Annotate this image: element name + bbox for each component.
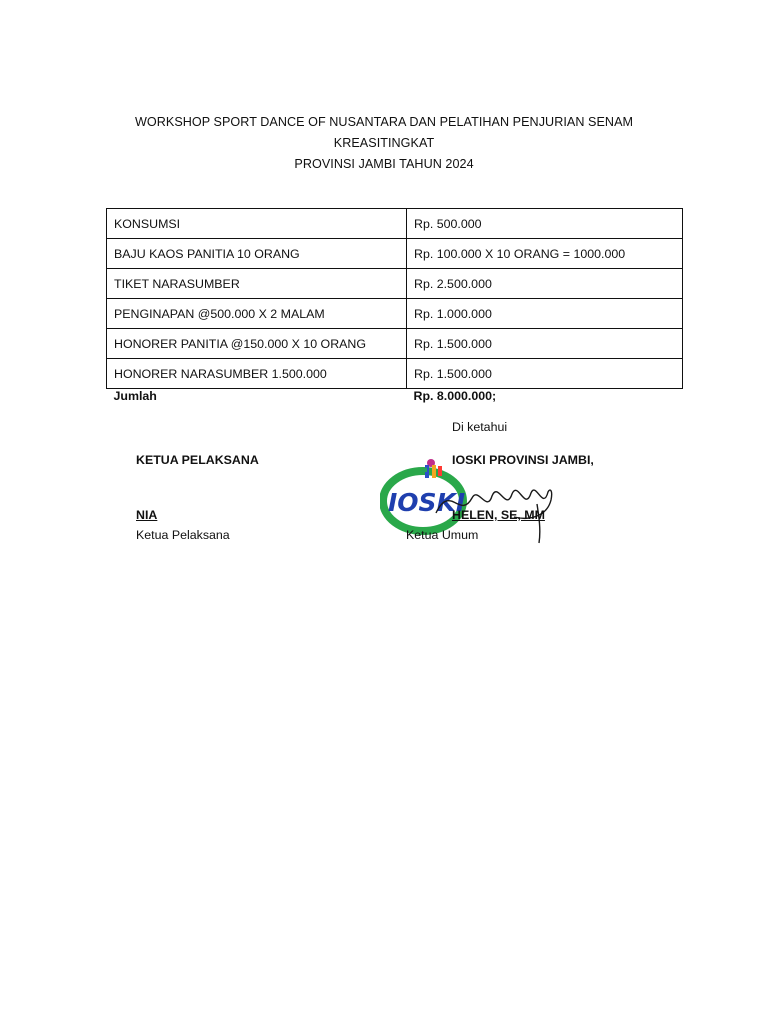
right-signer-organization: IOSKI PROVINSI JAMBI, bbox=[452, 453, 594, 467]
left-signer-id: NIA bbox=[136, 508, 158, 522]
budget-amount-cell: Rp. 1.500.000 bbox=[407, 329, 683, 359]
title-line-1: WORKSHOP SPORT DANCE OF NUSANTARA DAN PELATIHAN PENJURIAN SENAM KREASITINGKAT bbox=[134, 115, 634, 150]
table-row bbox=[107, 299, 683, 329]
logo-text: IOSKI bbox=[388, 488, 466, 517]
budget-amount-cell: Rp. 1.500.000 bbox=[407, 359, 683, 389]
total-row bbox=[107, 389, 683, 408]
budget-amount-cell: Rp. 1.000.000 bbox=[407, 299, 683, 329]
acknowledged-label: Di ketahui bbox=[452, 420, 508, 434]
table-row bbox=[107, 359, 683, 389]
right-signer-position: Ketua Umum bbox=[406, 528, 479, 542]
table-row bbox=[107, 239, 683, 269]
budget-item-cell: HONORER PANITIA @150.000 X 10 ORANG bbox=[107, 329, 407, 359]
budget-table bbox=[106, 208, 683, 407]
budget-item-cell: PENGINAPAN @500.000 X 2 MALAM bbox=[107, 299, 407, 329]
budget-amount-cell: Rp. 500.000 bbox=[407, 209, 683, 239]
table-row bbox=[107, 269, 683, 299]
total-amount: Rp. 8.000.000; bbox=[413, 389, 497, 403]
title-line-2: PROVINSI JAMBI TAHUN 2024 bbox=[294, 157, 474, 171]
budget-item-cell: HONORER NARASUMBER 1.500.000 bbox=[107, 359, 407, 389]
total-label: Jumlah bbox=[113, 389, 157, 403]
budget-item-cell: BAJU KAOS PANITIA 10 ORANG bbox=[107, 239, 407, 269]
table-row bbox=[107, 209, 683, 239]
table-row bbox=[107, 329, 683, 359]
budget-table-body bbox=[107, 209, 683, 408]
budget-item-cell: TIKET NARASUMBER bbox=[107, 269, 407, 299]
left-signer-role: KETUA PELAKSANA bbox=[136, 453, 259, 467]
left-signer-position: Ketua Pelaksana bbox=[136, 528, 230, 542]
right-signer-name: HELEN, SE, MM bbox=[452, 508, 545, 522]
document-title bbox=[90, 112, 678, 175]
budget-amount-cell: Rp. 100.000 X 10 ORANG = 1000.000 bbox=[407, 239, 683, 269]
budget-amount-cell: Rp. 2.500.000 bbox=[407, 269, 683, 299]
budget-item-cell: KONSUMSI bbox=[107, 209, 407, 239]
